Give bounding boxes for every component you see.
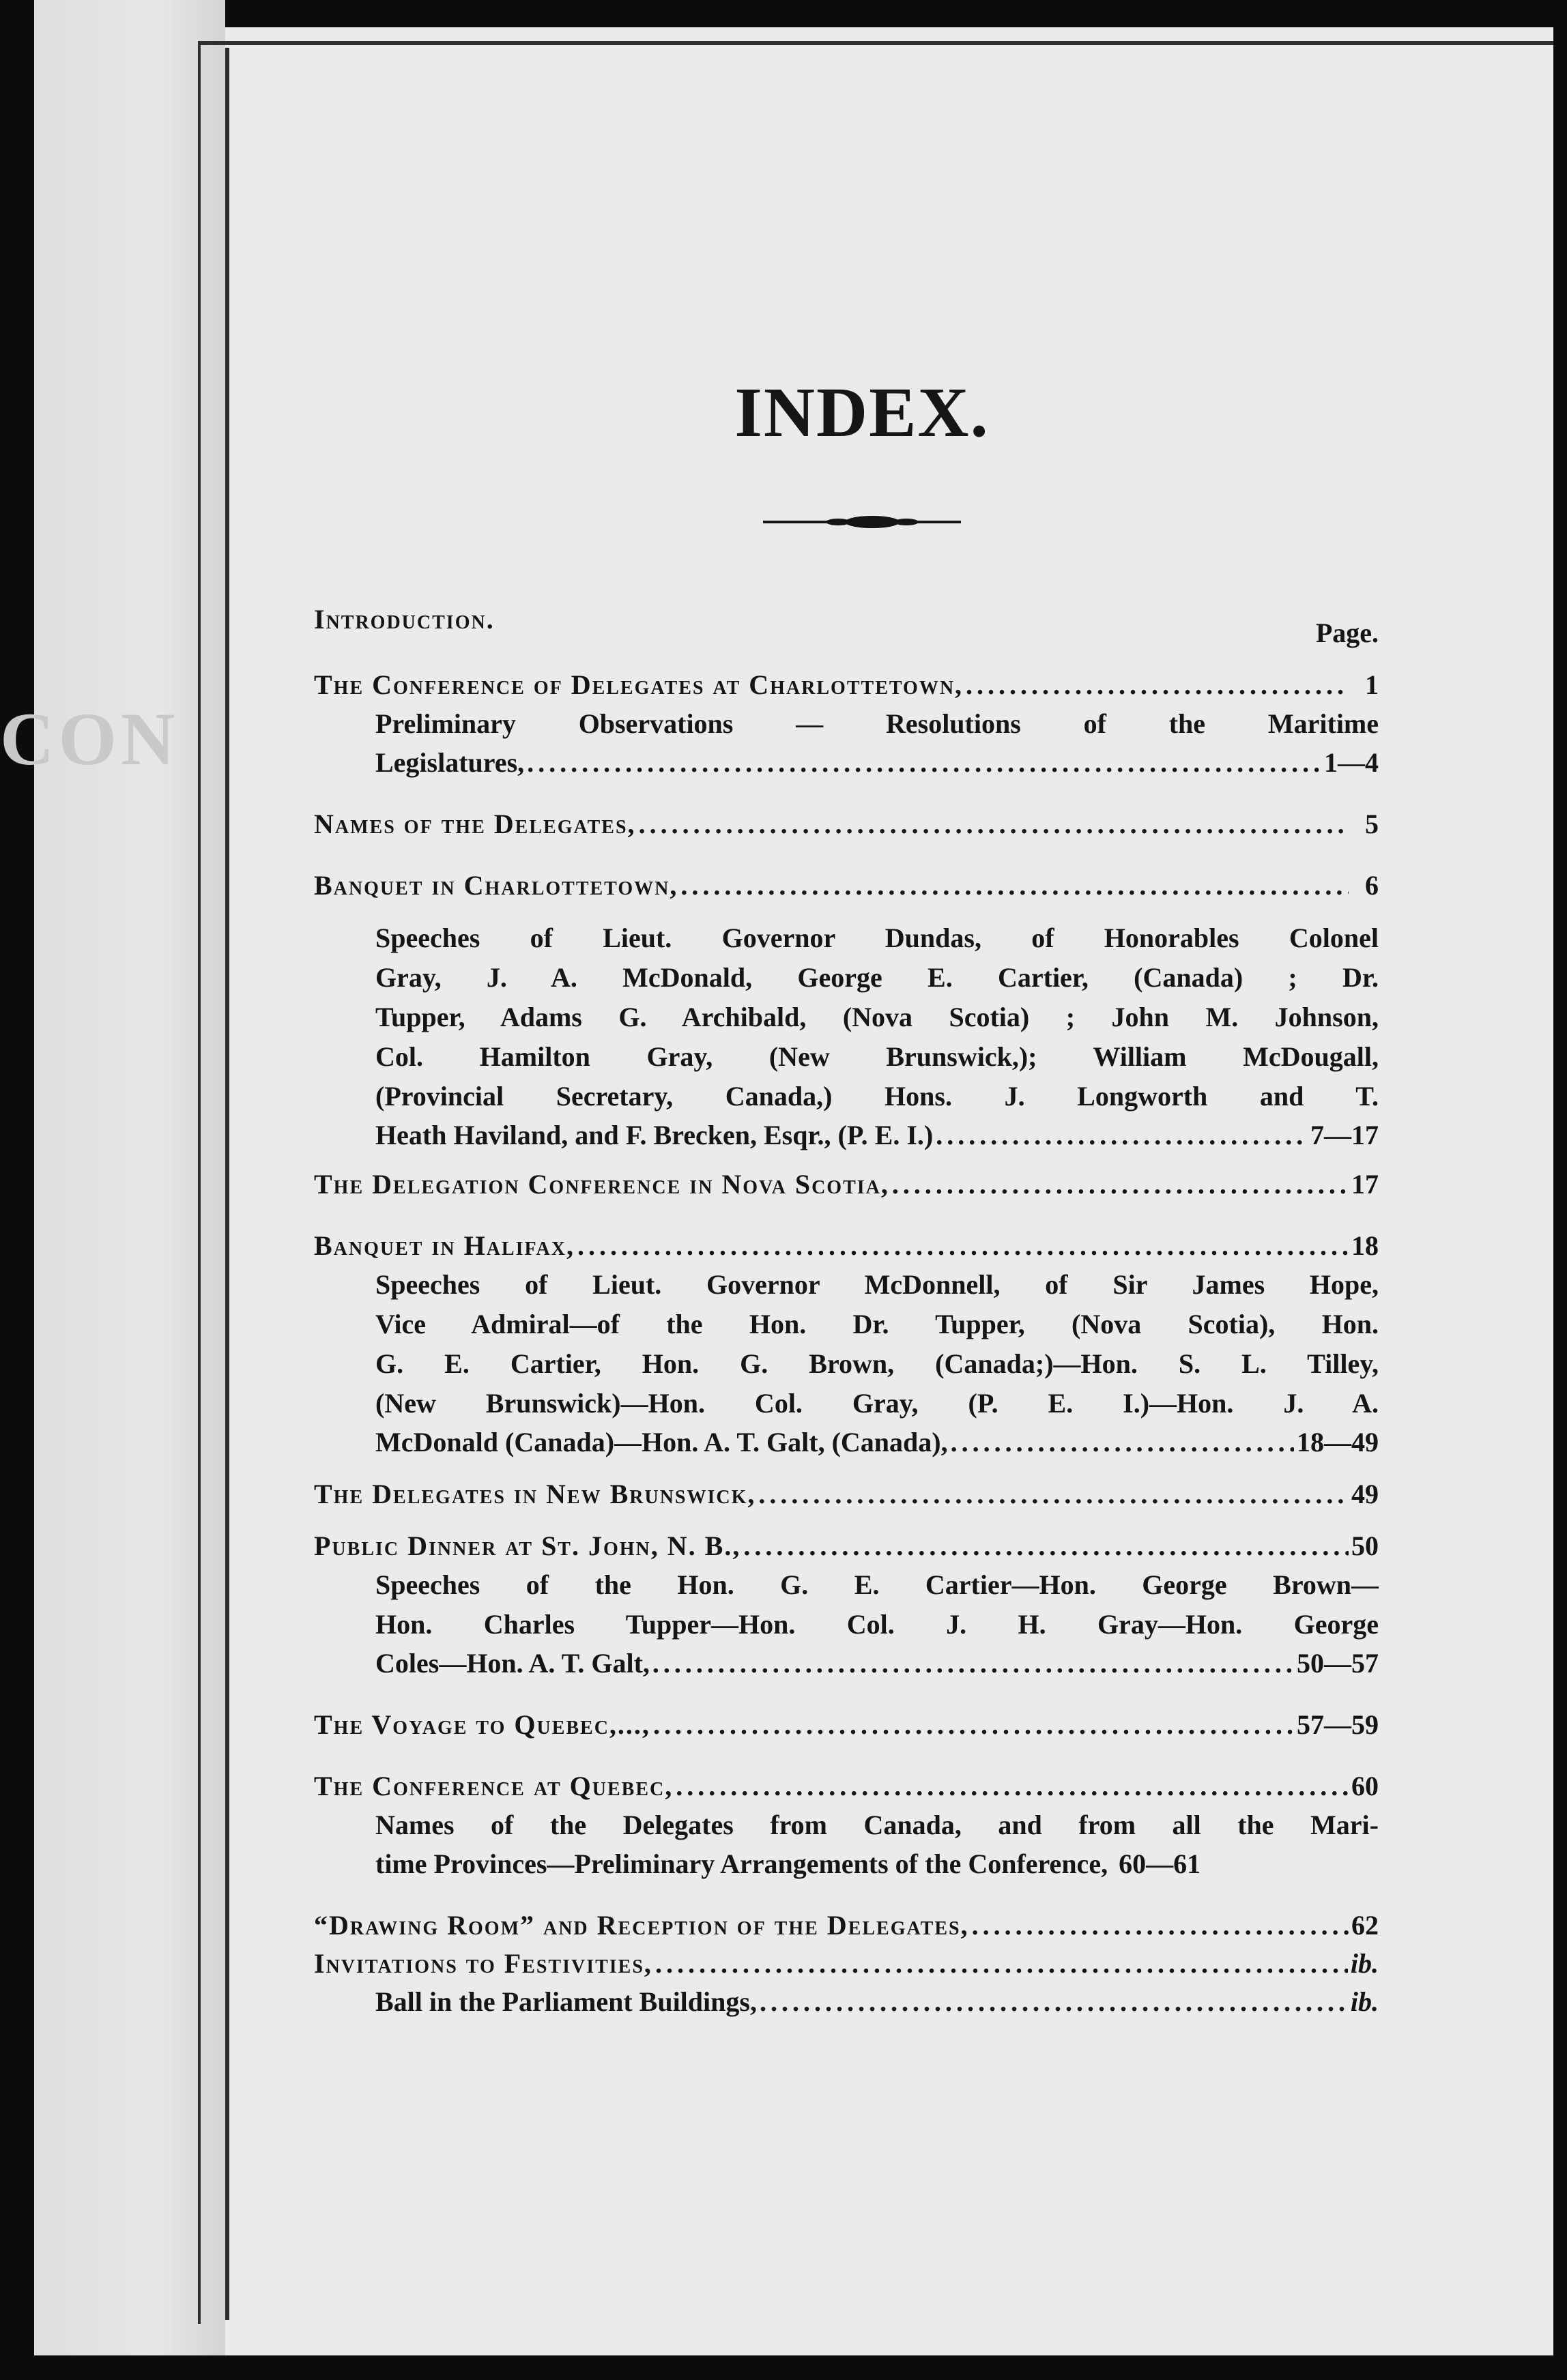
index-entry: The Conference at Quebec, ..... 60 (314, 1767, 1379, 1805)
index-entry: The Delegates in New Brunswick, ..... 49 (314, 1475, 1379, 1513)
page-number: 18—49 (1297, 1427, 1379, 1457)
index-subentry: Speeches of Lieut. Governor Dundas, of Honorables Colonel (375, 923, 1379, 953)
page-number: 18 (1351, 1230, 1379, 1261)
page-number: 1 (1365, 669, 1379, 700)
page-number: 49 (1351, 1479, 1379, 1509)
index-entry: Invitations to Festivities, ..... ib. (314, 1945, 1379, 1983)
page-number: 7—17 (1310, 1120, 1379, 1150)
index-subentry: Speeches of the Hon. G. E. Cartier—Hon. George Brown— (375, 1569, 1379, 1600)
index-subentry: Preliminary Observations — Resolutions of the Maritime (375, 708, 1379, 739)
index-entry-introduction: Introduction. Page. (314, 600, 1379, 639)
index-subentry: time Provinces—Preliminary Arrangements of the Conference, 60—61 (314, 1845, 1379, 1883)
ornament-rule (763, 513, 961, 531)
index-subentry: G. E. Cartier, Hon. G. Brown, (Canada;)—Hon. S. L. Tilley, (375, 1348, 1379, 1379)
page-number: 60 (1351, 1771, 1379, 1801)
index-entry: Names of the Delegates, ..... 5 (314, 805, 1379, 843)
scan-top-border (0, 0, 1567, 27)
index-list (314, 600, 1379, 2021)
bleed-through-text: CON (0, 697, 179, 781)
page-number: 57—59 (1297, 1709, 1379, 1740)
page-title: INDEX. (734, 373, 990, 452)
index-subentry: Heath Haviland, and F. Brecken, Esqr., (P. E. I.) ..... 7—17 (314, 1116, 1379, 1155)
index-entry: The Voyage to Quebec,..., ..... 57—59 (314, 1706, 1379, 1744)
index-subentry: Hon. Charles Tupper—Hon. Col. J. H. Gray—Hon. George (375, 1609, 1379, 1640)
index-subentry: Vice Admiral—of the Hon. Dr. Tupper, (Nova Scotia), Hon. (375, 1309, 1379, 1339)
page-number: 5 (1365, 809, 1379, 839)
page-number: 60—61 (1119, 1848, 1201, 1879)
index-subentry: Legislatures, ..... 1—4 (314, 744, 1379, 782)
page-number: 50 (1351, 1530, 1379, 1561)
index-entry: Banquet in Halifax, ..... 18 (314, 1227, 1379, 1265)
page-number: 6 (1365, 870, 1379, 901)
index-subentry: Col. Hamilton Gray, (New Brunswick,); William McDougall, (375, 1041, 1379, 1072)
page-number: 1—4 (1324, 747, 1379, 778)
page-number: ib. (1350, 1986, 1379, 2017)
index-entry: Banquet in Charlottetown, ..... 6 (314, 867, 1379, 905)
index-subentry: Ball in the Parliament Buildings, ..... ib. (314, 1983, 1379, 2021)
index-subentry: Coles—Hon. A. T. Galt, ..... 50—57 (314, 1644, 1379, 1683)
index-entry: The Delegation Conference in Nova Scotia, ..... 17 (314, 1165, 1379, 1204)
index-subentry: (Provincial Secretary, Canada,) Hons. J. Longworth and T. (375, 1081, 1379, 1112)
index-entry: The Conference of Delegates at Charlottetown, ..... 1 (314, 666, 1379, 704)
index-subentry: Speeches of Lieut. Governor McDonnell, of Sir James Hope, (375, 1269, 1379, 1300)
index-entry: “Drawing Room” and Reception of the Delegates, ..... 62 (314, 1906, 1379, 1945)
index-subentry: McDonald (Canada)—Hon. A. T. Galt, (Canada), ..... 18—49 (314, 1423, 1379, 1462)
page-number: ib. (1350, 1948, 1379, 1979)
index-subentry: Names of the Delegates from Canada, and from all the Mari- (375, 1810, 1379, 1840)
index-subentry: Gray, J. A. McDonald, George E. Cartier, (Canada) ; Dr. (375, 962, 1379, 993)
index-subentry: Tupper, Adams G. Archibald, (Nova Scotia) ; John M. Johnson, (375, 1002, 1379, 1032)
page-column-label: Page. (1315, 618, 1379, 648)
page-number: 50—57 (1297, 1648, 1379, 1679)
scan-bottom-border (0, 2355, 1567, 2380)
index-entry: Public Dinner at St. John, N. B., ..... 50 (314, 1527, 1379, 1565)
scan-right-border (1553, 0, 1567, 2380)
scan-left-border (0, 0, 34, 2380)
page-number: 62 (1351, 1910, 1379, 1941)
page-number: 17 (1351, 1169, 1379, 1200)
index-subentry: (New Brunswick)—Hon. Col. Gray, (P. E. I.)—Hon. J. A. (375, 1388, 1379, 1419)
